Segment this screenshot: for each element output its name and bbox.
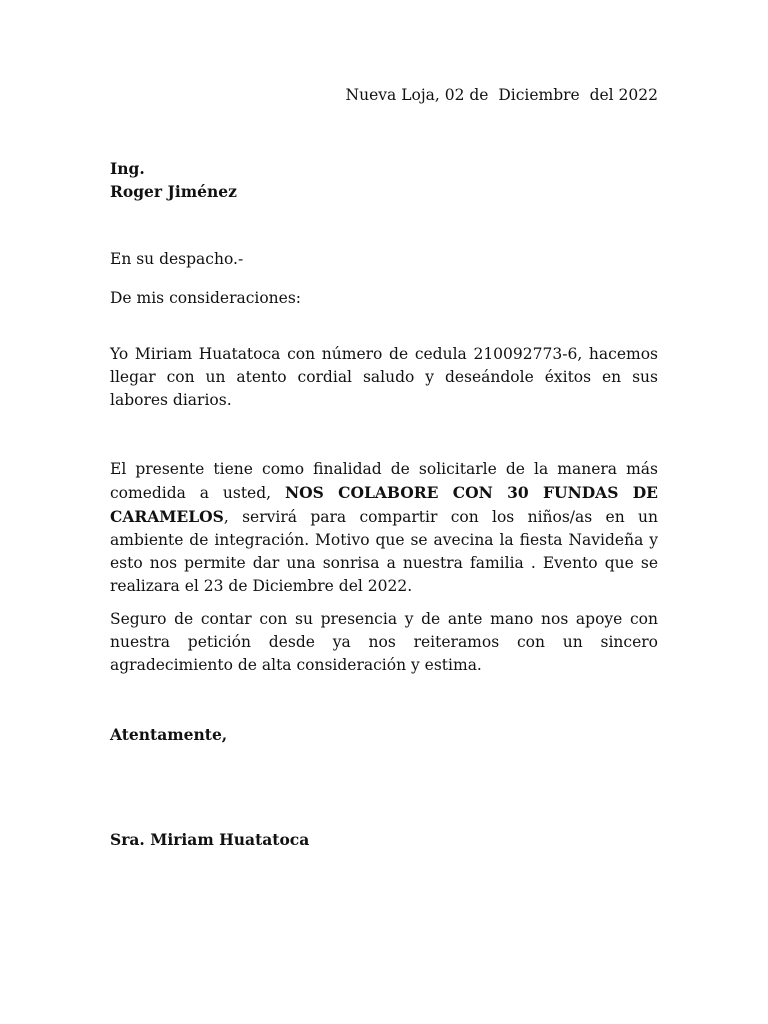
paragraph-request bbox=[110, 458, 658, 598]
signature-name: Sra. Miriam Huatatoca bbox=[110, 830, 310, 849]
recipient-name: Roger Jiménez bbox=[110, 182, 237, 201]
closing-phrase: Atentamente, bbox=[110, 725, 228, 744]
paragraph-request-details: , servirá para compartir con los niños/as en un ambiente de integración. Motivo que se avecina la fiesta Navideña y esto nos permite dar una sonrisa a nuestra familia . Evento que se realizara el 23 de Diciembre del 2022. bbox=[110, 508, 658, 595]
paragraph-greeting: Yo Miriam Huatatoca con número de cedula 210092773-6, hacemos llegar con un atento cordial saludo y deseándole éxitos en sus labores diarios. bbox=[110, 345, 658, 409]
paragraph-request-intro: El presente tiene como finalidad de solicitarle de la manera más comedida a usted, bbox=[110, 460, 658, 502]
recipient-block bbox=[110, 157, 237, 203]
recipient-title: Ing. bbox=[110, 159, 145, 178]
office-line: En su despacho.- bbox=[110, 250, 244, 268]
salutation: De mis consideraciones: bbox=[110, 289, 302, 307]
paragraph-request-emphasis: NOS COLABORE CON 30 FUNDAS DE CARAMELOS bbox=[110, 483, 658, 526]
date-line: Nueva Loja, 02 de Diciembre del 2022 bbox=[345, 86, 658, 104]
paragraph-closing-remarks: Seguro de contar con su presencia y de ante mano nos apoye con nuestra petición desde ya nos reiteramos con un sincero agradecimiento de alta consideración y estima. bbox=[110, 610, 658, 674]
